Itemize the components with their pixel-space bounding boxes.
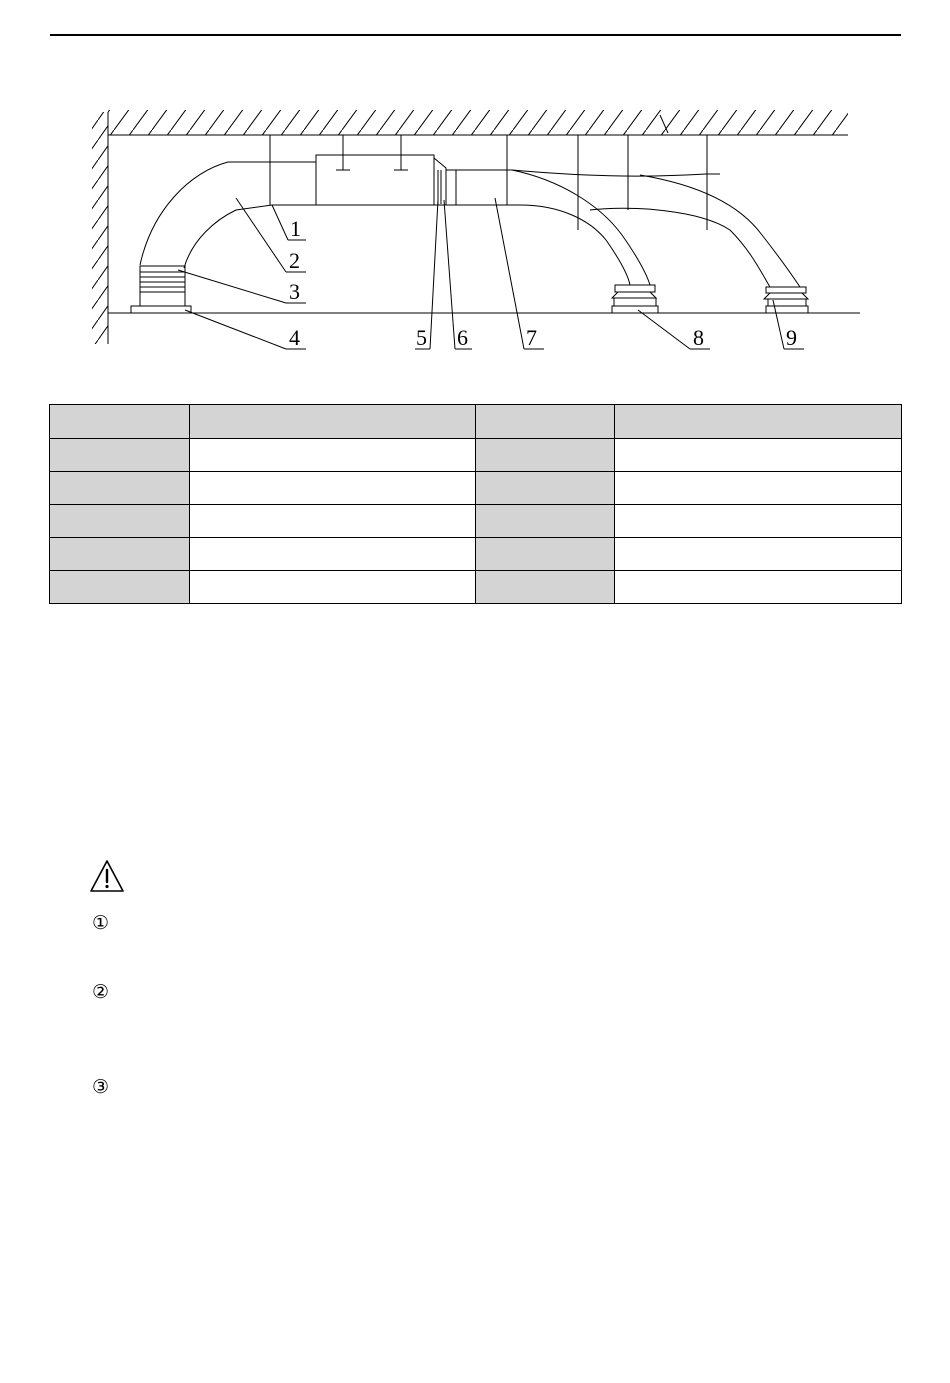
table-cell xyxy=(476,472,615,505)
ceiling-hatch xyxy=(108,110,848,135)
leader-line xyxy=(430,200,438,349)
table-row xyxy=(50,472,902,505)
leader-line xyxy=(638,310,690,349)
table-cell xyxy=(476,439,615,472)
header-cell xyxy=(190,405,476,439)
supply-duct-branch2-inner xyxy=(590,208,770,287)
table-cell xyxy=(190,439,476,472)
callout-3: 3 xyxy=(289,279,300,304)
table-cell xyxy=(476,505,615,538)
table-row xyxy=(50,439,902,472)
leader-line xyxy=(773,300,784,349)
return-grille xyxy=(131,306,191,313)
table-cell xyxy=(50,538,190,571)
table-row xyxy=(50,538,902,571)
table-cell xyxy=(615,571,902,604)
table-cell xyxy=(476,538,615,571)
table-cell xyxy=(615,505,902,538)
table-cell xyxy=(50,505,190,538)
callout-1: 1 xyxy=(290,216,301,241)
table-cell xyxy=(190,538,476,571)
callout-8: 8 xyxy=(693,325,704,350)
callout-2: 2 xyxy=(289,248,300,273)
flange xyxy=(446,170,456,205)
leader-line xyxy=(178,270,286,303)
table-cell xyxy=(615,439,902,472)
leader-line xyxy=(185,310,286,349)
warning-triangle-icon xyxy=(88,858,126,894)
table-cell xyxy=(190,472,476,505)
supply-duct-branch1-inner xyxy=(456,205,630,285)
callout-9: 9 xyxy=(786,325,797,350)
diffuser-body xyxy=(614,298,656,306)
table-cell xyxy=(190,571,476,604)
header-cell xyxy=(615,405,902,439)
supply-duct-branch2-outer xyxy=(640,175,800,287)
table-cell xyxy=(50,472,190,505)
leader-line xyxy=(236,198,286,272)
supply-duct-top xyxy=(456,170,720,176)
diffuser-neck xyxy=(615,285,655,292)
table-cell xyxy=(476,571,615,604)
leader-line xyxy=(272,205,288,240)
note-marker-2: ② xyxy=(92,981,110,1003)
table-cell xyxy=(615,472,902,505)
diffuser-neck xyxy=(766,287,806,293)
table-cell xyxy=(615,538,902,571)
table-cell xyxy=(50,571,190,604)
table-row xyxy=(50,505,902,538)
note-marker-3: ③ xyxy=(92,1076,110,1098)
wall-hatch xyxy=(92,112,108,344)
parts-table xyxy=(49,404,902,604)
duct-installation-diagram xyxy=(0,0,950,400)
diffuser-body xyxy=(612,292,656,298)
callout-4: 4 xyxy=(289,325,300,350)
note-marker-1: ① xyxy=(92,912,110,934)
canvas-connector xyxy=(434,158,446,205)
supply-duct-branch1-outer xyxy=(512,170,650,285)
diffuser-face xyxy=(612,306,658,313)
leader-line xyxy=(495,198,524,349)
callout-6: 6 xyxy=(457,325,468,350)
header-cell xyxy=(50,405,190,439)
table-cell xyxy=(50,439,190,472)
table-header-row xyxy=(50,405,902,439)
callout-7: 7 xyxy=(526,325,537,350)
callout-5: 5 xyxy=(416,325,427,350)
table-cell xyxy=(190,505,476,538)
diffuser-face xyxy=(766,306,808,313)
header-cell xyxy=(476,405,615,439)
indoor-unit xyxy=(316,155,434,205)
leader-line xyxy=(444,200,455,349)
table-row xyxy=(50,571,902,604)
diffuser-body xyxy=(764,293,808,299)
